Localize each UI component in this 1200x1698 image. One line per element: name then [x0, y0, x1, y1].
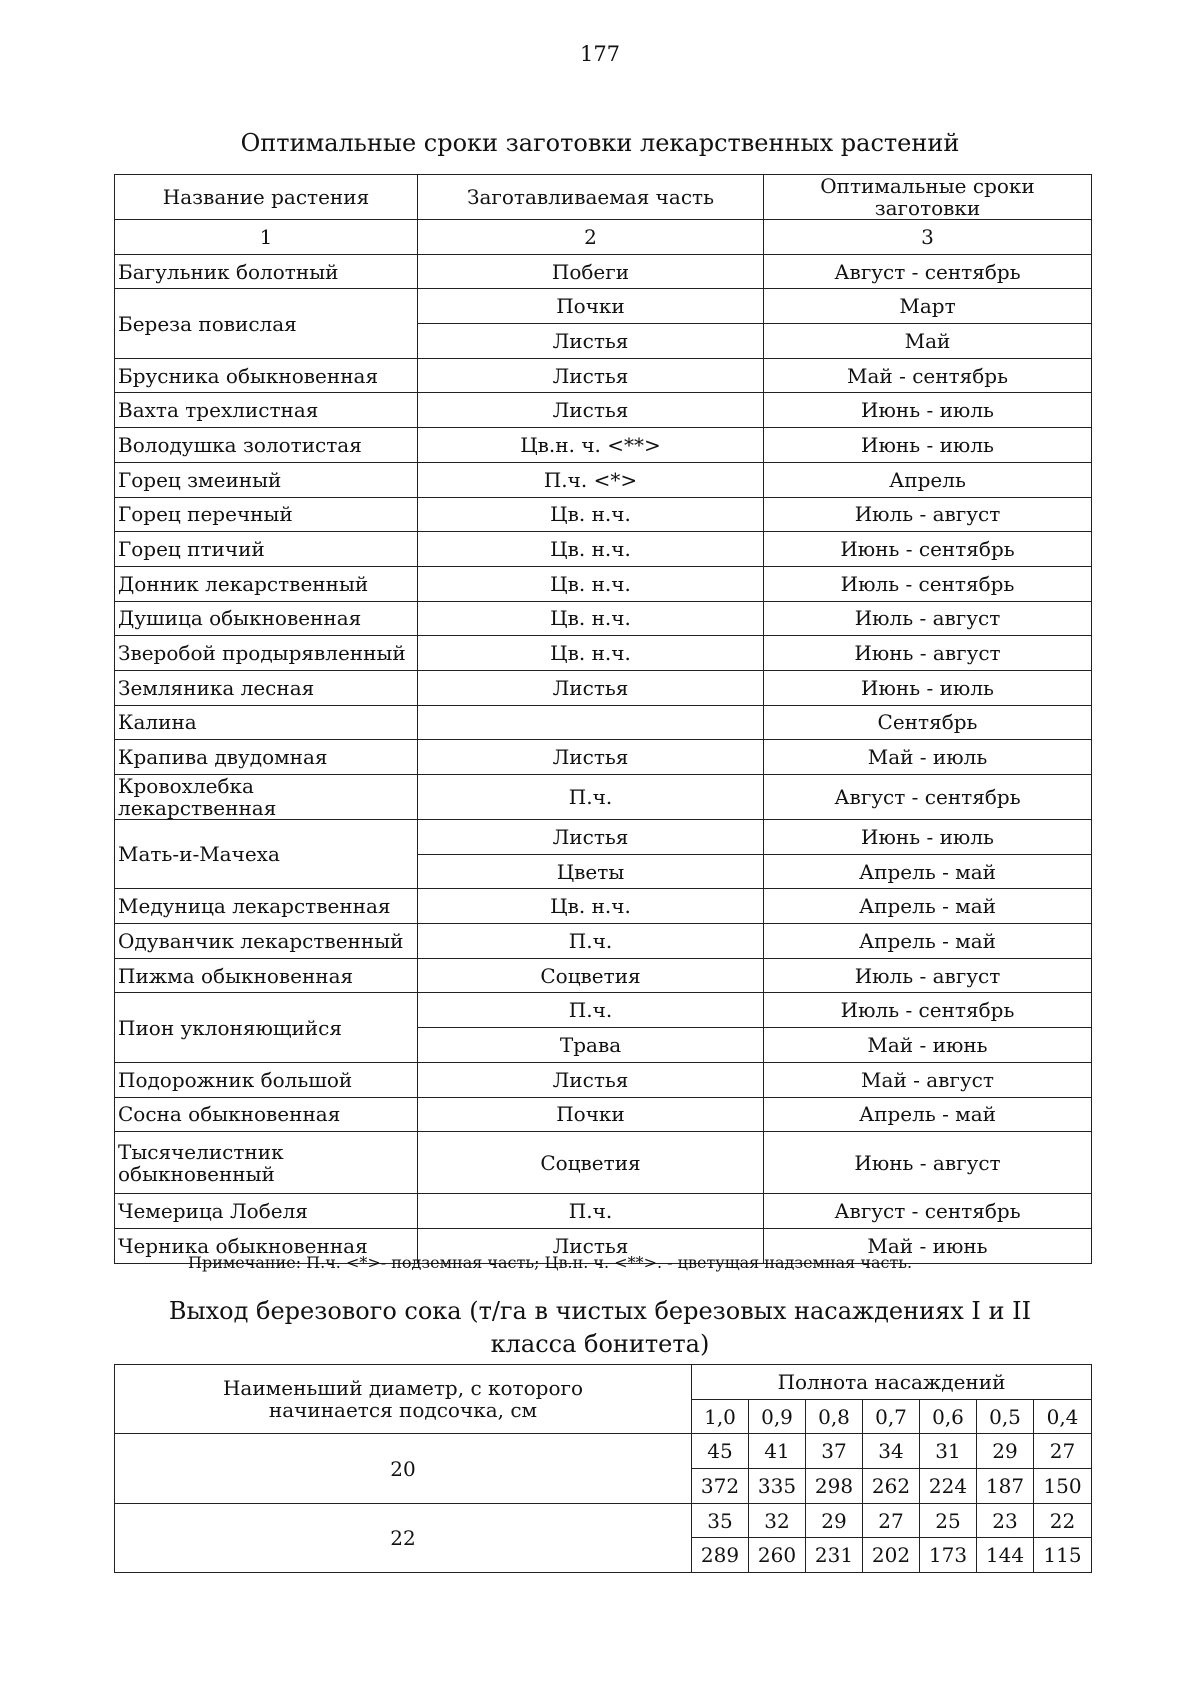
header-harvest-period: Оптимальные сроки заготовки — [764, 175, 1092, 220]
column-number: 3 — [764, 220, 1092, 255]
harvested-part: Соцветия — [418, 958, 764, 993]
density-group-header: Полнота насаждений — [692, 1365, 1092, 1400]
sap-yield-value: 289 — [692, 1538, 749, 1573]
plant-row — [115, 1062, 1092, 1097]
sap-yield-value: 45 — [692, 1434, 749, 1469]
harvest-period: Май - июнь — [764, 1028, 1092, 1063]
column-number: 2 — [418, 220, 764, 255]
plant-name: Сосна обыкновенная — [115, 1097, 418, 1132]
harvest-period: Сентябрь — [764, 705, 1092, 740]
harvest-period: Июнь - июль — [764, 670, 1092, 705]
harvested-part: П.ч. — [418, 775, 764, 820]
plant-row — [115, 924, 1092, 959]
plant-name: Подорожник большой — [115, 1062, 418, 1097]
harvest-period: Май - август — [764, 1062, 1092, 1097]
sap-yield-value: 173 — [920, 1538, 977, 1573]
sap-yield-value: 27 — [863, 1503, 920, 1538]
sap-yield-value: 29 — [977, 1434, 1034, 1469]
sap-yield-value: 260 — [749, 1538, 806, 1573]
plant-row — [115, 636, 1092, 671]
harvested-part: Побеги — [418, 254, 764, 289]
plant-name: Медуница лекарственная — [115, 889, 418, 924]
plant-row — [115, 958, 1092, 993]
sap-yield-value: 32 — [749, 1503, 806, 1538]
sap-header-row — [115, 1365, 1092, 1400]
plant-name: Брусника обыкновенная — [115, 358, 418, 393]
diameter-value: 20 — [115, 1434, 692, 1503]
sap-yield-value: 150 — [1034, 1469, 1092, 1504]
harvest-period: Апрель - май — [764, 924, 1092, 959]
density-value: 0,6 — [920, 1399, 977, 1434]
sap-yield-value: 31 — [920, 1434, 977, 1469]
plant-name: Одуванчик лекарственный — [115, 924, 418, 959]
plant-row — [115, 993, 1092, 1028]
column-number-row — [115, 220, 1092, 255]
plant-row — [115, 601, 1092, 636]
plant-row — [115, 358, 1092, 393]
plant-row — [115, 428, 1092, 463]
harvest-period: Июль - сентябрь — [764, 993, 1092, 1028]
harvest-period: Май - июль — [764, 740, 1092, 775]
plant-name: Горец змеиный — [115, 462, 418, 497]
harvest-period: Апрель - май — [764, 854, 1092, 889]
harvested-part: Почки — [418, 1097, 764, 1132]
plant-row — [115, 820, 1092, 855]
harvest-period: Июнь - июль — [764, 393, 1092, 428]
density-value: 1,0 — [692, 1399, 749, 1434]
plant-row — [115, 532, 1092, 567]
density-value: 0,9 — [749, 1399, 806, 1434]
sap-yield-value: 262 — [863, 1469, 920, 1504]
plant-name: Крапива двудомная — [115, 740, 418, 775]
harvested-part: Листья — [418, 670, 764, 705]
harvested-part: Листья — [418, 740, 764, 775]
harvested-part: Трава — [418, 1028, 764, 1063]
header-row — [115, 175, 1092, 220]
sap-yield-value: 25 — [920, 1503, 977, 1538]
density-value: 0,7 — [863, 1399, 920, 1434]
harvest-period: Август - сентябрь — [764, 775, 1092, 820]
plant-row — [115, 889, 1092, 924]
harvest-period: Апрель - май — [764, 889, 1092, 924]
diameter-header: Наименьший диаметр, с которого начинается подсочка, см — [115, 1365, 692, 1434]
header-plant-name: Название растения — [115, 175, 418, 220]
plant-name: Мать-и-Мачеха — [115, 820, 418, 889]
sap-yield-value: 372 — [692, 1469, 749, 1504]
density-value: 0,8 — [806, 1399, 863, 1434]
plant-name: Зверобой продырявленный — [115, 636, 418, 671]
sap-yield-value: 115 — [1034, 1538, 1092, 1573]
harvest-period: Июль - август — [764, 497, 1092, 532]
harvest-period: Июнь - сентябрь — [764, 532, 1092, 567]
harvested-part — [418, 705, 764, 740]
harvest-period: Март — [764, 289, 1092, 324]
sap-yield-value: 187 — [977, 1469, 1034, 1504]
plant-name: Земляника лесная — [115, 670, 418, 705]
harvest-period: Май - сентябрь — [764, 358, 1092, 393]
plant-name: Тысячелистник обыкновенный — [115, 1132, 418, 1194]
table-note: Примечание: П.ч. <*>- подземная часть; Цв.н. ч. <**>. - цветущая надземная часть. — [188, 1253, 913, 1272]
sap-yield-value: 41 — [749, 1434, 806, 1469]
sap-yield-value: 35 — [692, 1503, 749, 1538]
harvest-period: Май - июнь — [764, 1228, 1092, 1263]
harvest-period: Июнь - июль — [764, 428, 1092, 463]
harvest-period: Апрель - май — [764, 1097, 1092, 1132]
density-value: 0,5 — [977, 1399, 1034, 1434]
sap-table-title: Выход березового сока (т/га в чистых березовых насаждениях I и II класса бонитета) — [168, 1297, 1032, 1358]
harvested-part: Почки — [418, 289, 764, 324]
harvested-part: Листья — [418, 1228, 764, 1263]
harvested-part: П.ч. — [418, 924, 764, 959]
plant-name: Кровохлебка лекарственная — [115, 775, 418, 820]
plants-harvest-table — [114, 174, 1092, 1264]
harvest-period: Июль - август — [764, 958, 1092, 993]
plant-name: Горец птичий — [115, 532, 418, 567]
plant-name: Горец перечный — [115, 497, 418, 532]
harvest-period: Август - сентябрь — [764, 254, 1092, 289]
plant-row — [115, 393, 1092, 428]
plant-name: Душица обыкновенная — [115, 601, 418, 636]
sap-yield-value: 231 — [806, 1538, 863, 1573]
sap-yield-value: 224 — [920, 1469, 977, 1504]
harvested-part: П.ч. — [418, 1194, 764, 1229]
harvested-part: Цв. н.ч. — [418, 532, 764, 567]
density-value: 0,4 — [1034, 1399, 1092, 1434]
harvest-period: Июнь - август — [764, 636, 1092, 671]
plant-name: Береза повислая — [115, 289, 418, 358]
header-harvested-part: Заготавливаемая часть — [418, 175, 764, 220]
harvested-part: П.ч. <*> — [418, 462, 764, 497]
plant-row — [115, 775, 1092, 820]
harvested-part: Цв. н.ч. — [418, 601, 764, 636]
harvested-part: Листья — [418, 393, 764, 428]
sap-yield-value: 27 — [1034, 1434, 1092, 1469]
plant-name: Чемерица Лобеля — [115, 1194, 418, 1229]
harvested-part: Листья — [418, 820, 764, 855]
plant-row — [115, 462, 1092, 497]
harvest-period: Август - сентябрь — [764, 1194, 1092, 1229]
birch-sap-table — [114, 1364, 1092, 1573]
sap-yield-value: 23 — [977, 1503, 1034, 1538]
plant-row — [115, 740, 1092, 775]
sap-yield-value: 202 — [863, 1538, 920, 1573]
harvest-period: Июнь - июль — [764, 820, 1092, 855]
sap-yield-value: 29 — [806, 1503, 863, 1538]
sap-row — [115, 1503, 1092, 1538]
harvest-period: Май — [764, 324, 1092, 359]
harvested-part: Цв. н.ч. — [418, 889, 764, 924]
plant-name: Вахта трехлистная — [115, 393, 418, 428]
sap-yield-value: 34 — [863, 1434, 920, 1469]
harvest-period: Июль - сентябрь — [764, 566, 1092, 601]
sap-yield-value: 335 — [749, 1469, 806, 1504]
harvested-part: Цветы — [418, 854, 764, 889]
harvested-part: Листья — [418, 1062, 764, 1097]
plant-row — [115, 1097, 1092, 1132]
harvested-part: Цв. н.ч. — [418, 497, 764, 532]
page-number: 177 — [579, 42, 621, 66]
plant-row — [115, 289, 1092, 324]
diameter-value: 22 — [115, 1503, 692, 1572]
harvest-period: Июнь - август — [764, 1132, 1092, 1194]
harvested-part: Листья — [418, 358, 764, 393]
plant-name: Калина — [115, 705, 418, 740]
plant-row — [115, 497, 1092, 532]
harvested-part: Листья — [418, 324, 764, 359]
harvested-part: Цв. н.ч. — [418, 636, 764, 671]
harvested-part: П.ч. — [418, 993, 764, 1028]
plant-row — [115, 1132, 1092, 1194]
harvest-period: Июль - август — [764, 601, 1092, 636]
column-number: 1 — [115, 220, 418, 255]
sap-yield-value: 298 — [806, 1469, 863, 1504]
sap-yield-value: 37 — [806, 1434, 863, 1469]
plant-row — [115, 254, 1092, 289]
plant-name: Пижма обыкновенная — [115, 958, 418, 993]
sap-yield-value: 144 — [977, 1538, 1034, 1573]
sap-yield-value: 22 — [1034, 1503, 1092, 1538]
harvested-part: Соцветия — [418, 1132, 764, 1194]
plant-name: Черника обыкновенная — [115, 1228, 418, 1263]
plant-name: Донник лекарственный — [115, 566, 418, 601]
plants-table-title: Оптимальные сроки заготовки лекарственных растений — [240, 129, 960, 157]
harvested-part: Цв. н.ч. — [418, 566, 764, 601]
harvest-period: Апрель — [764, 462, 1092, 497]
plant-name: Багульник болотный — [115, 254, 418, 289]
plant-name: Пион уклоняющийся — [115, 993, 418, 1062]
harvested-part: Цв.н. ч. <**> — [418, 428, 764, 463]
plant-row — [115, 670, 1092, 705]
plant-row — [115, 1194, 1092, 1229]
plant-name: Володушка золотистая — [115, 428, 418, 463]
plant-row — [115, 566, 1092, 601]
sap-row — [115, 1434, 1092, 1469]
plant-row — [115, 705, 1092, 740]
